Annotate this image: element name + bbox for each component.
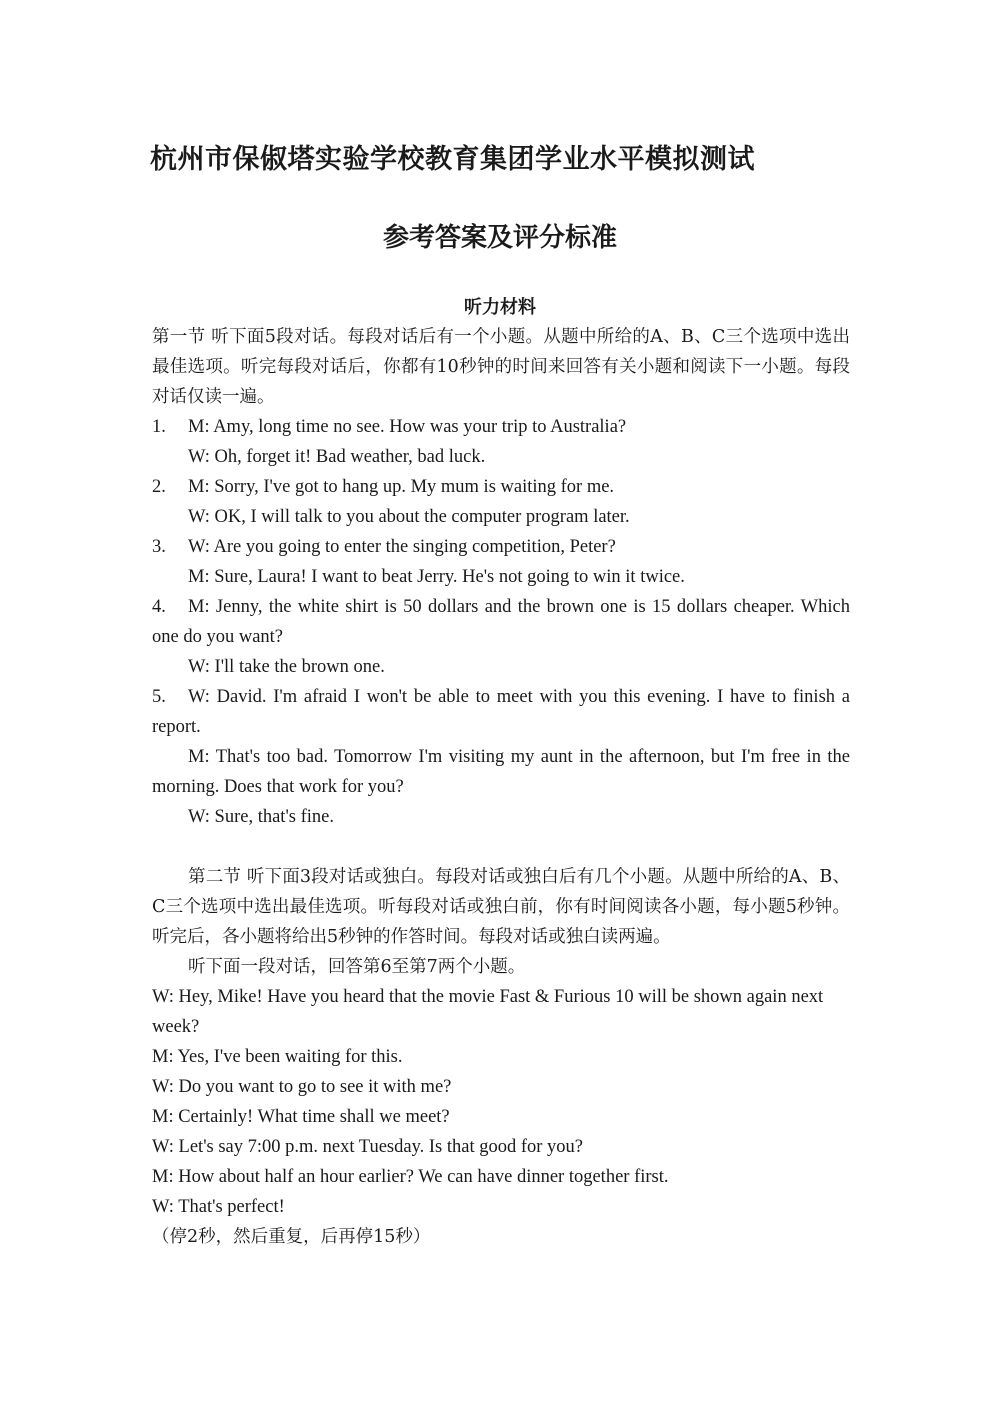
dialog-line: W: That's perfect! (152, 1197, 285, 1217)
part1-intro: 第一节 听下面5段对话。每段对话后有一个小题。从题中所给的A、B、C三个选项中选出最佳选项。听完每段对话后，你都有10秒钟的时间来回答有关小题和阅读下一小题。每段对话仅读一遍。 (152, 327, 850, 407)
pause-note: （停2秒，然后重复，后再停15秒） (152, 1227, 431, 1247)
dialogue-line: W: OK, I will talk to you about the computer program later. (188, 507, 630, 527)
item-number: 4. (152, 597, 166, 617)
item-number: 2. (152, 477, 166, 497)
dialogue-line: M: Sure, Laura! I want to beat Jerry. He's not going to win it twice. (188, 567, 685, 587)
item-number: 3. (152, 537, 166, 557)
dialogue-line: W: Oh, forget it! Bad weather, bad luck. (188, 447, 486, 467)
dialogue-line: M: That's too bad. Tomorrow I'm visiting my aunt in the afternoon, but I'm free in the morning. Does that work for you? (152, 747, 850, 797)
dialogue-line: W: I'll take the brown one. (188, 657, 385, 677)
dialogue-item-2 (152, 472, 850, 502)
dialogue-line: W: Are you going to enter the singing competition, Peter? (188, 537, 616, 557)
dialog-line: W: Let's say 7:00 p.m. next Tuesday. Is that good for you? (152, 1137, 584, 1157)
document-subtitle: 参考答案及评分标准 (382, 223, 617, 253)
dialog-line: M: Certainly! What time shall we meet? (152, 1107, 450, 1127)
dialogue-line: W: Sure, that's fine. (188, 807, 334, 827)
dialog-line: W: Hey, Mike! Have you heard that the movie Fast & Furious 10 will be shown again next week? (152, 987, 824, 1037)
dialogue-line: W: David. I'm afraid I won't be able to meet with you this evening. I have to finish a report. (152, 687, 850, 737)
section-heading: 听力材料 (464, 297, 536, 318)
item-number: 5. (152, 687, 166, 707)
dialogue-line: M: Amy, long time no see. How was your trip to Australia? (188, 417, 627, 437)
section-gap (152, 832, 850, 862)
dialogue-line: M: Jenny, the white shirt is 50 dollars and the brown one is 15 dollars cheaper. Which one do you want? (152, 597, 850, 647)
dialogue-item-4 (152, 592, 850, 652)
dialogue-item-5 (152, 682, 850, 742)
part2-instruction: 听下面一段对话，回答第6至第7两个小题。 (188, 957, 526, 977)
dialog-line: W: Do you want to go to see it with me? (152, 1077, 452, 1097)
document-title: 杭州市保俶塔实验学校教育集团学业水平模拟测试 (150, 144, 755, 175)
dialogue-line: M: Sorry, I've got to hang up. My mum is waiting for me. (188, 477, 615, 497)
dialogue-item-1 (152, 412, 850, 442)
dialogue-item-3 (152, 532, 850, 562)
part2-intro: 第二节 听下面3段对话或独白。每段对话或独白后有几个小题。从题中所给的A、B、C三个选项中选出最佳选项。听每段对话或独白前，你有时间阅读各小题，每小题5秒钟。听完后，各小题将给出5秒钟的作答时间。每段对话或独白读两遍。 (152, 867, 850, 947)
dialog-line: M: How about half an hour earlier? We can have dinner together first. (152, 1167, 669, 1187)
item-number: 1. (152, 417, 166, 437)
dialog-line: M: Yes, I've been waiting for this. (152, 1047, 403, 1067)
document-body (152, 322, 850, 1252)
